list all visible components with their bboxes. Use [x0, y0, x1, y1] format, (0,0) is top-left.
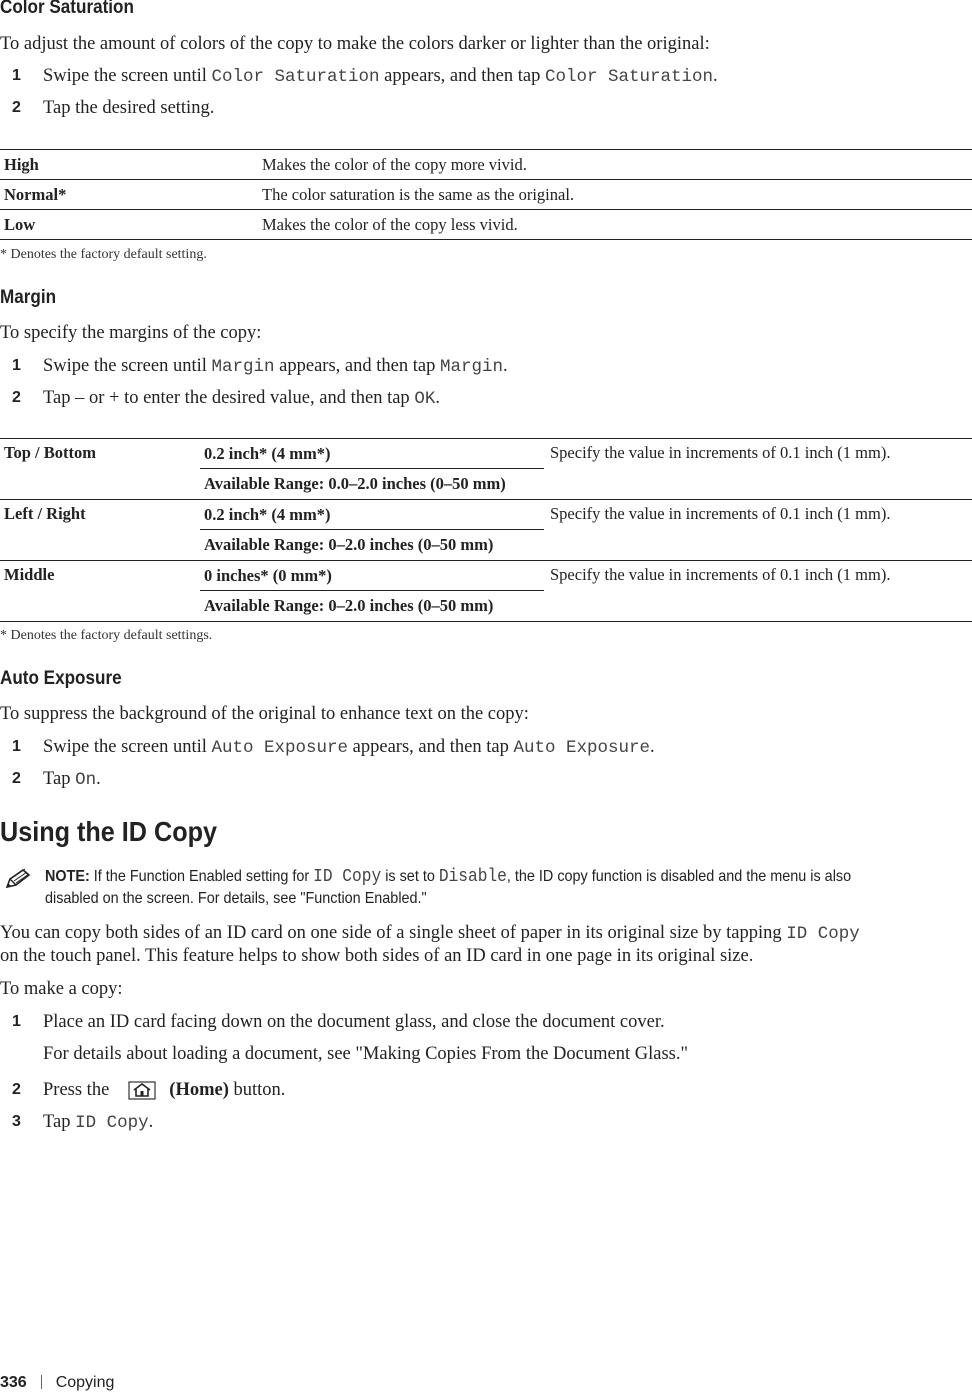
note-label: NOTE: [45, 868, 90, 885]
footnote: * Denotes the factory default setting. [0, 247, 207, 262]
code-text: ID Copy [75, 1113, 149, 1133]
setting-name: Low [0, 210, 258, 240]
table-row [0, 500, 972, 530]
code-text: Margin [439, 357, 503, 377]
step-number: 1 [12, 67, 21, 84]
section-heading-auto-exposure: Auto Exposure [0, 668, 122, 689]
paragraph-id-copy-2: To make a copy: [0, 979, 123, 999]
margin-description: Specify the value in increments of 0.1 inch (1 mm). [544, 561, 972, 622]
section-heading-id-copy: Using the ID Copy [0, 816, 218, 847]
code-text: Disable [438, 867, 507, 887]
setting-description: The color saturation is the same as the original. [258, 180, 972, 210]
section-name: Copying [55, 1374, 115, 1391]
code-text: Auto Exposure [513, 738, 650, 758]
paragraph-id-copy-1a: You can copy both sides of an ID card on one side of a single sheet of paper in its original size by tapping ID Copy [0, 923, 860, 944]
intro-auto-exposure: To suppress the background of the original to enhance text on the copy: [0, 704, 529, 724]
note-text-line-1: NOTE: If the Function Enabled setting for ID Copy is set to Disable, the ID copy function is disabled and the menu is also [45, 867, 852, 887]
color-saturation-table [0, 149, 972, 240]
page-footer [0, 1374, 114, 1392]
margin-default: 0.2 inch* (4 mm*) [200, 500, 544, 530]
footnote: * Denotes the factory default settings. [0, 628, 213, 643]
step-number: 1 [12, 738, 21, 755]
setting-name: High [0, 150, 258, 180]
table-row [0, 180, 972, 210]
section-heading-margin: Margin [0, 287, 57, 308]
table-row [0, 439, 972, 469]
step-number: 2 [12, 770, 21, 787]
margin-range: Available Range: 0–2.0 inches (0–50 mm) [200, 591, 544, 622]
margin-name: Middle [0, 561, 200, 622]
setting-description: Makes the color of the copy less vivid. [258, 210, 972, 240]
step-number: 2 [12, 389, 21, 406]
setting-name: Normal* [0, 180, 258, 210]
code-text: Color Saturation [544, 67, 713, 87]
setting-description: Makes the color of the copy more vivid. [258, 150, 972, 180]
margin-default: 0.2 inch* (4 mm*) [200, 439, 544, 469]
margin-table [0, 438, 972, 622]
code-text: OK [414, 389, 436, 409]
table-row [0, 561, 972, 591]
step-number: 1 [12, 1013, 21, 1030]
document-page: Color Saturation To adjust the amount of colors of the copy to make the colors darker or lighter than the original: 1 Swipe the screen until Color Saturation appears, and then tap Color Saturation. 2 Tap the desired setting. High Makes the color of the copy more vivid. Normal* The color saturation is the same as the original. Low Makes the color of the copy less vivid. * Denotes the factory default setting. Margin To specify the margins of the copy: 1 Swipe the screen until Margin appears, and then tap Margin. 2 Tap – or + to enter the desired value, and then tap OK. Top / Bottom 0.2 inch* (4 mm*) Specify the value in increments of 0.1 inch (1 mm). Available Range: 0.0–2.0 inches (0–50 mm) Left / Right 0.2 inch* (4 mm*) Specify the value in increments of 0.1 inch (1 mm). Available Range: 0–2.0 inches (0–50 mm) Middle 0 inches* (0 mm*) Specify the value in increments of 0.1 inch (1 mm). Available Range: 0–2.0 inches (0–50 mm) * Denotes the factory default settings. Auto Exposure To suppress the background of the original to enhance text on the copy: 1 Swipe the screen until Auto Exposure appears, and then tap Auto Exposure. 2 Tap On. Using the ID Copy NOTE: If the Function Enabled setting for ID Copy is set to Disable, the ID copy function is disabled and the menu is also disabled on the screen. For details, see "Function Enabled." You can copy both sides of an ID card on one side of a single sheet of paper in its original size by tapping ID Copy on the touch panel. This feature helps to show both sides of an ID card in one page in its original size. To make a copy: 1 Place an ID card facing down on the document glass, and close the document cover. For details about loading a document, see "Making Copies From the Document Glass." 2 Press the (Home) button. 3 Tap ID Copy. 336 Copying [0, 0, 972, 1395]
code-text: Auto Exposure [211, 738, 349, 758]
intro-margin: To specify the margins of the copy: [0, 323, 262, 343]
margin-description: Specify the value in increments of 0.1 inch (1 mm). [544, 500, 972, 561]
step-number: 3 [12, 1113, 21, 1130]
margin-description: Specify the value in increments of 0.1 inch (1 mm). [544, 439, 972, 500]
code-text: ID Copy [313, 867, 382, 887]
page-number: 336 [0, 1374, 27, 1391]
table-row [0, 150, 972, 180]
pencil-icon [4, 868, 32, 895]
section-heading-color-saturation: Color Saturation [0, 0, 134, 18]
paragraph-id-copy-1b: on the touch panel. This feature helps to show both sides of an ID card in one page in its original size. [0, 946, 754, 966]
step-number: 1 [12, 357, 21, 374]
step-number: 2 [12, 1081, 21, 1098]
margin-range: Available Range: 0.0–2.0 inches (0–50 mm) [200, 469, 544, 500]
margin-range: Available Range: 0–2.0 inches (0–50 mm) [200, 530, 544, 561]
code-text: Color Saturation [211, 67, 380, 87]
home-icon [117, 1078, 161, 1100]
margin-name: Left / Right [0, 500, 200, 561]
margin-default: 0 inches* (0 mm*) [200, 561, 544, 591]
table-row [0, 210, 972, 240]
margin-name: Top / Bottom [0, 439, 200, 500]
intro-color-saturation: To adjust the amount of colors of the copy to make the colors darker or lighter than the original: [0, 34, 710, 54]
code-text: On [75, 770, 97, 790]
footer-divider [41, 1375, 42, 1389]
code-text: Margin [211, 357, 275, 377]
step-number: 2 [12, 99, 21, 116]
note-text-line-2: disabled on the screen. For details, see "Function Enabled." [45, 890, 427, 907]
code-text: ID Copy [786, 924, 860, 944]
